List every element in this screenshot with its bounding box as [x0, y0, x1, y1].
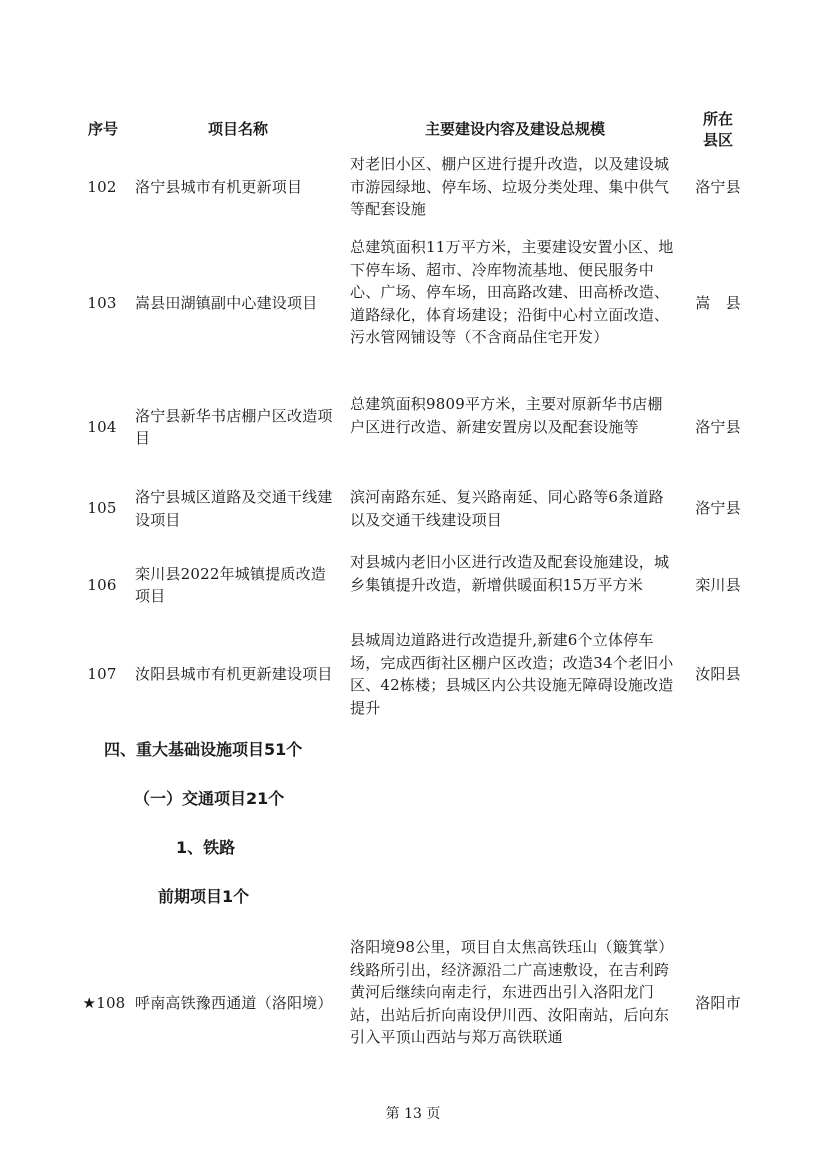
row-108-county: 洛阳市 — [695, 994, 741, 1013]
row-102-name — [135, 153, 335, 221]
page-number: 第 13 页 — [385, 1106, 441, 1122]
row-105-name-text: 洛宁县城区道路及交通干线建设项目 — [135, 488, 333, 529]
row-102-name-text: 洛宁县城市有机更新项目 — [135, 177, 303, 196]
row-107-name — [135, 629, 335, 719]
section-heading-transport: （一）交通项目21个 — [134, 789, 285, 808]
row-106-name-text: 栾川县2022年城镇提质改造项目 — [135, 564, 326, 605]
row-106-content: 对县城内老旧小区进行改造及配套设施建设，城乡集镇提升改造，新增供暖面积15万平方米 — [350, 553, 670, 594]
row-104-county: 洛宁县 — [695, 417, 741, 436]
row-102-content: 对老旧小区、棚户区进行提升改造，以及建设城市游园绿地、停车场、垃圾分类处理、集中供气等配套设施 — [350, 155, 670, 218]
row-108-name — [135, 936, 335, 1071]
header-content: 主要建设内容及建设总规模 — [424, 120, 605, 138]
header-county-l1: 所在 — [702, 110, 733, 128]
header-name: 项目名称 — [207, 120, 268, 138]
row-104-content: 总建筑面积9809平方米，主要对原新华书店棚户区进行改造、新建安置房以及配套设施等 — [350, 395, 663, 436]
row-104-name — [135, 393, 335, 461]
row-107-county: 汝阳县 — [695, 664, 741, 683]
row-104-no: 104 — [87, 417, 117, 436]
row-108-no: ★108 — [82, 994, 126, 1013]
row-103-name-text: 嵩县田湖镇副中心建设项目 — [135, 294, 318, 313]
row-107-content: 县城周边道路进行改造提升,新建6个立体停车场，完成西街社区棚户区改造；改造34个老旧小区、42栋楼；县城区内公共设施无障碍设施改造提升 — [350, 631, 674, 717]
row-102-county: 洛宁县 — [695, 177, 741, 196]
row-103-county: 嵩 县 — [695, 294, 741, 313]
section-heading-prelim: 前期项目1个 — [158, 887, 250, 906]
row-105-name — [135, 486, 335, 531]
row-105-no: 105 — [87, 499, 117, 518]
row-106-name — [135, 551, 335, 619]
row-103-content: 总建筑面积11万平方米，主要建设安置小区、地下停车场、超市、冷库物流基地、便民服务中心、广场、停车场，田高路改建、田高桥改造、道路绿化，体育场建设；沿街中心村立面改造、污水管网铺设等（不含商品住宅开发） — [350, 238, 674, 346]
row-106-no: 106 — [87, 575, 117, 594]
row-107-no: 107 — [87, 664, 117, 683]
row-107-name-text: 汝阳县城市有机更新建设项目 — [135, 664, 333, 683]
row-108-name-text: 呼南高铁豫西通道（洛阳境） — [135, 994, 333, 1013]
section-heading-infrastructure: 四、重大基础设施项目51个 — [104, 740, 303, 759]
row-105-county: 洛宁县 — [695, 499, 741, 518]
row-102-no: 102 — [87, 177, 117, 196]
header-seq: 序号 — [87, 120, 118, 138]
section-heading-railway: 1、铁路 — [176, 838, 236, 857]
row-108-content: 洛阳境98公里，项目自太焦高铁珏山（簸箕掌）线路所引出，经济源沿二广高速敷设，在吉利跨黄河后继续向南走行，东进西出引入洛阳龙门站，出站后折向南设伊川西、汝阳南站，后向东引入平顶山西站与郑万高铁联通 — [350, 938, 674, 1046]
row-106-county: 栾川县 — [695, 575, 741, 594]
header-county-l2: 县区 — [702, 131, 733, 149]
row-103-no: 103 — [87, 294, 117, 313]
row-104-name-text: 洛宁县新华书店棚户区改造项目 — [135, 406, 333, 447]
row-103-name — [135, 236, 335, 371]
row-105-content: 滨河南路东延、复兴路南延、同心路等6条道路以及交通干线建设项目 — [350, 488, 664, 529]
